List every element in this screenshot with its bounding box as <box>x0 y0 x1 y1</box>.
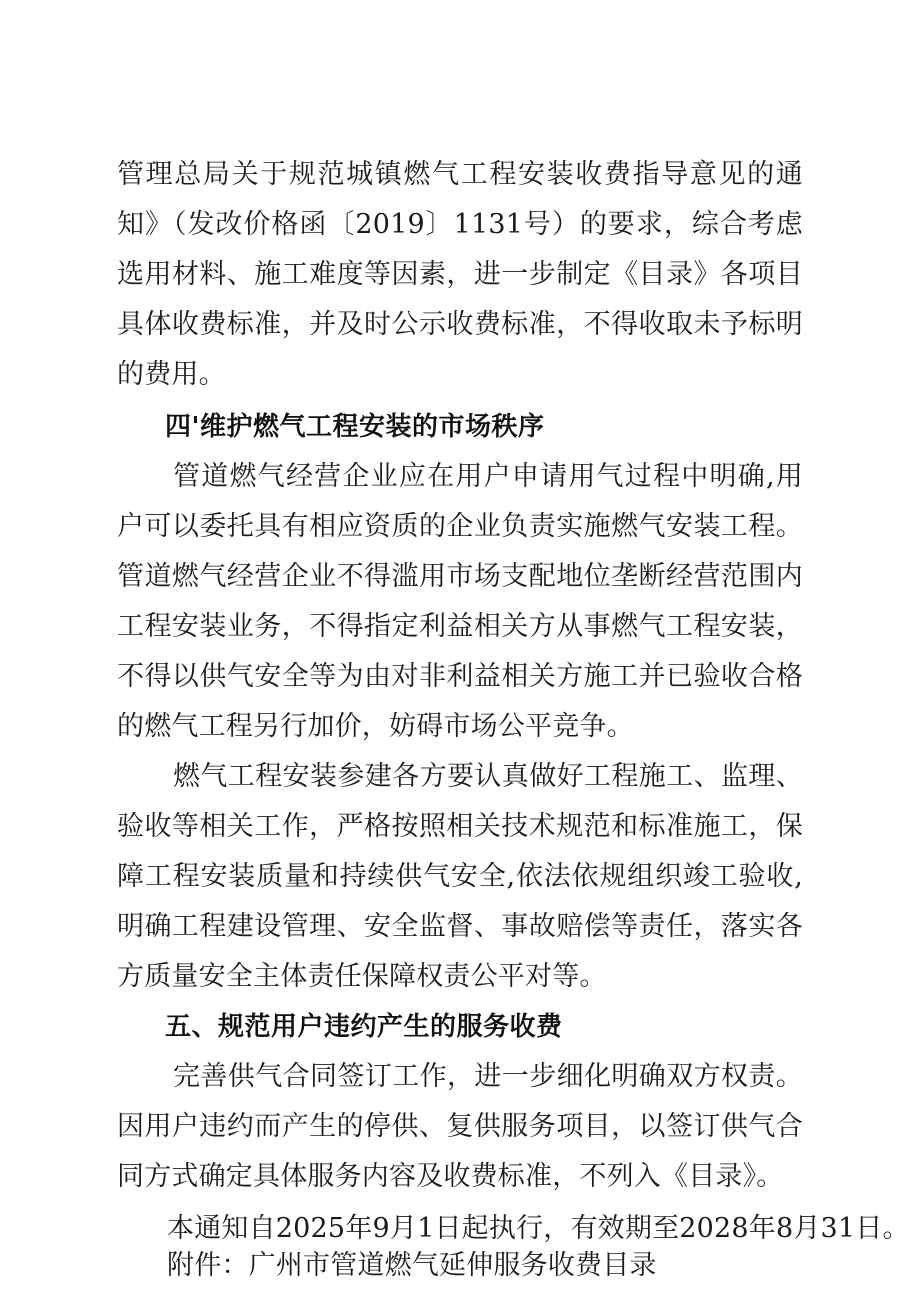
section-heading-five: 五、规范用户违约产生的服务收费 <box>165 1012 563 1042</box>
paragraph-continuation-pricing-standards: 管理总局关于规范城镇燃气工程安装收费指导意见的通知》（发改价格函〔2019〕1131号）的要求，综合考虑选用材料、施工难度等因素，进一步制定《目录》各项目具体收费标准，并及时公示收费标准，不得收取未予标明的费用。 <box>117 159 803 390</box>
section-heading-four: 四'维护燃气工程安装的市场秩序 <box>165 412 545 442</box>
document-content <box>117 150 910 1284</box>
paragraph-construction-responsibilities: 燃气工程安装参建各方要认真做好工程施工、监理、验收等相关工作，严格按照相关技术规范和标准施工，保障工程安装质量和持续供气安全,依法依规组织竣工验收,明确工程建设管理、安全监督、事故赔偿等责任，落实各方质量安全主体责任保障权责公平对等。 <box>117 761 803 992</box>
paragraph-user-breach-service-fees: 完善供气合同签订工作，进一步细化明确双方权责。因用户违约而产生的停供、复供服务项目，以签订供气合同方式确定具体服务内容及收费标准，不列入《目录》。 <box>117 1061 803 1192</box>
attachment-line: 附件：广州市管道燃气延伸服务收费目录 <box>167 1250 657 1281</box>
effective-period-line: 本通知自2025年9月1日起执行，有效期至2028年8月31日。 <box>167 1213 910 1244</box>
paragraph-market-order: 管道燃气经营企业应在用户申请用气过程中明确,用户可以委托具有相应资质的企业负责实施燃气安装工程。管道燃气经营企业不得滥用市场支配地位垄断经营范围内工程安装业务，不得指定利益相关方从事燃气工程安装，不得以供气安全等为由对非利益相关方施工并已验收合格的燃气工程另行加价，妨碍市场公平竞争。 <box>117 461 803 742</box>
closing-block <box>117 1210 910 1284</box>
